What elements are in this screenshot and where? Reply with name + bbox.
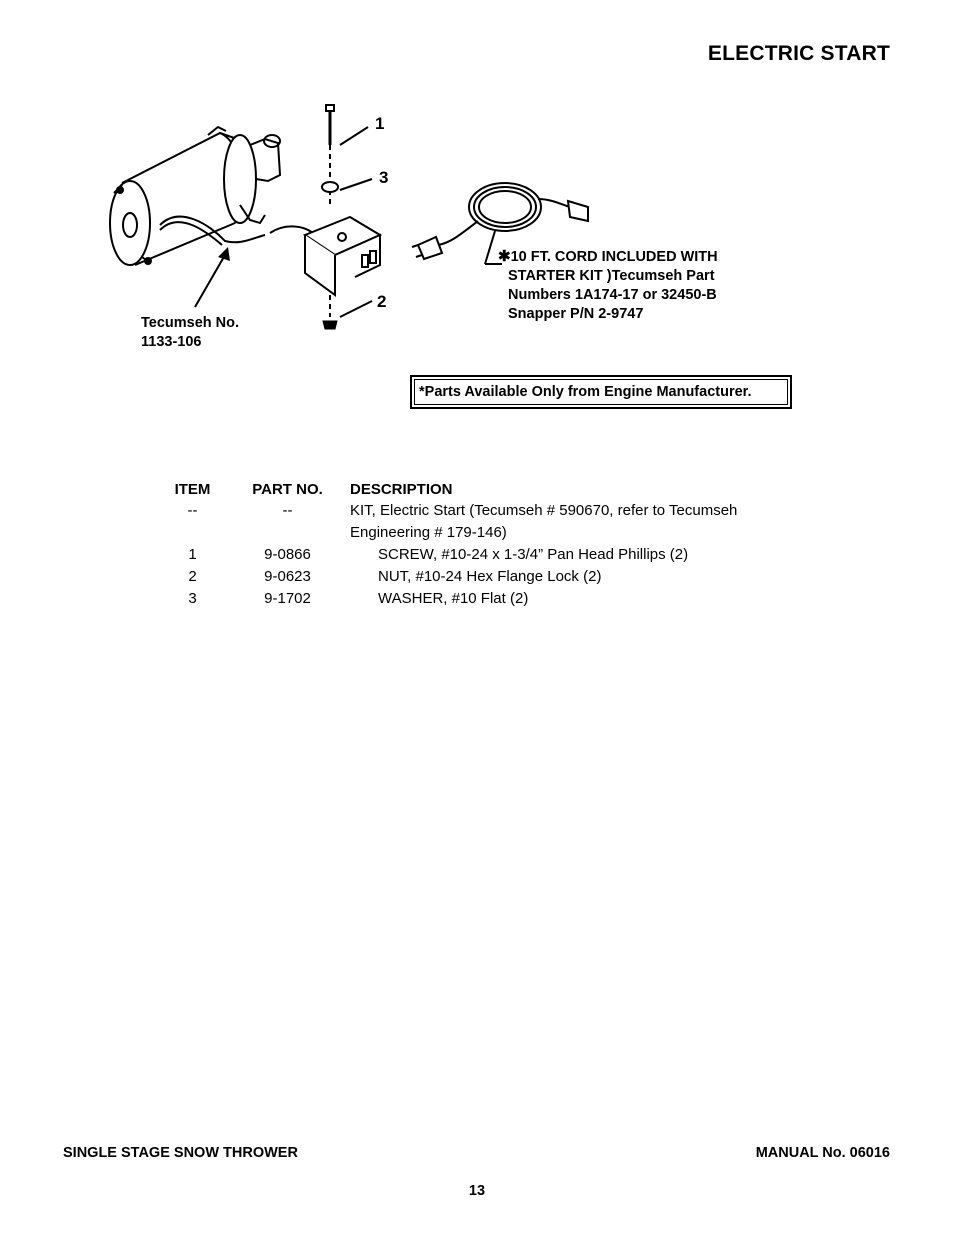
motor-callout: Tecumseh No. 1133-106 [141,315,240,350]
motor-leader-arrow [195,247,230,307]
header-part-no: PART NO. [252,480,323,498]
notice-box [410,375,792,409]
parts-table [160,478,818,610]
nut-illustration [323,321,337,329]
table-row: 3 9-1702 WASHER, #10 Flat (2) [188,590,529,607]
item2-leader [340,301,372,317]
cord-callout: ✱10 FT. CORD INCLUDED WITH STARTER KIT )Tecumseh Part Numbers 1A174-17 or 32450-B Snapper P/N 2-9747 [498,248,718,322]
item-1-label: 1 [375,114,385,133]
footer-manual-number: MANUAL No. 06016 [755,1145,890,1161]
table-header-row [160,478,818,500]
page-title: ELECTRIC START [707,42,890,65]
header-description: DESCRIPTION [350,480,453,498]
cord-leader [485,231,495,264]
notice-text: *Parts Available Only from Engine Manufacturer. [414,379,788,405]
starter-motor-illustration [110,127,280,265]
table-row: 2 9-0623 NUT, #10-24 Hex Flange Lock (2) [188,568,602,585]
table-row: -- -- KIT, Electric Start (Tecumseh # 590670, refer to Tecumseh [187,502,738,519]
header-item: ITEM [174,480,211,498]
item1-leader [340,127,368,145]
item-2-label: 2 [377,292,387,311]
switch-box-illustration [305,217,380,295]
page-number: 13 [468,1183,486,1199]
item3-leader [340,179,372,190]
table-row: Engineering # 179-146) [350,524,507,541]
table-row: 1 9-0866 SCREW, #10-24 x 1-3/4” Pan Head Phillips (2) [188,546,689,563]
asterisk-icon: ✱ [498,248,511,265]
item-3-label: 3 [379,168,389,187]
washer-illustration [322,182,338,192]
footer-product: SINGLE STAGE SNOW THROWER [63,1145,298,1161]
